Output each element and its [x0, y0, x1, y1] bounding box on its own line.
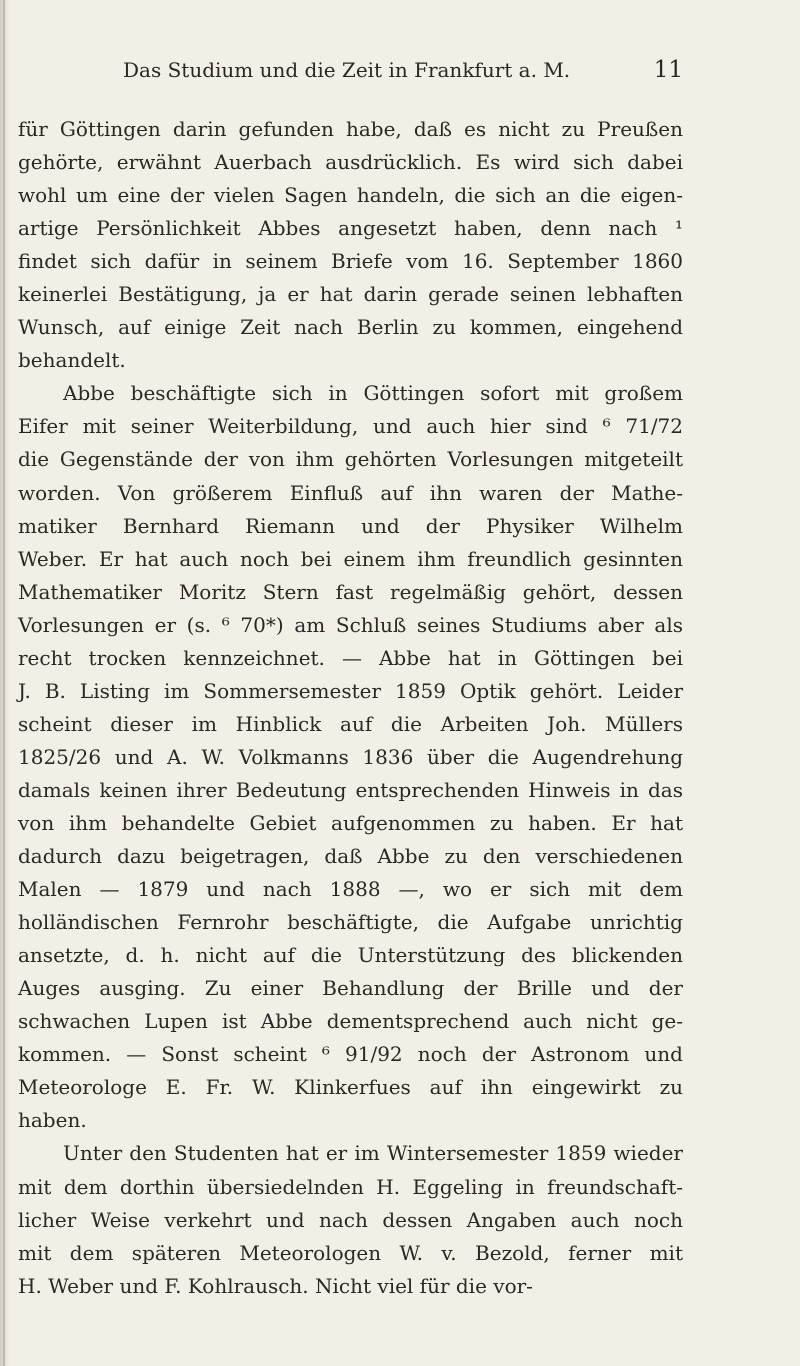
text-line: haben.: [18, 1108, 87, 1133]
page-binding-shadow: [0, 0, 10, 1366]
text-line: dadurch dazu beigetragen, daß Abbe zu den verschiedenen: [18, 844, 683, 869]
text-line: H. Weber und F. Kohlrausch. Nicht viel für die vor-: [18, 1273, 533, 1298]
text-line: holländischen Fernrohr beschäftigte, die Aufgabe unrichtig: [18, 910, 683, 935]
text-line: mit dem späteren Meteorologen W. v. Bezold, ferner mit: [18, 1240, 683, 1265]
text-line: die Gegenstände der von ihm gehörten Vorlesungen mitgeteilt: [18, 447, 683, 472]
text-line: licher Weise verkehrt und nach dessen Angaben auch noch: [18, 1207, 683, 1232]
running-title: Das Studium und die Zeit in Frankfurt a. M.: [123, 58, 571, 82]
text-line: keinerlei Bestätigung, ja er hat darin gerade seinen lebhaften: [18, 282, 683, 307]
text-line: matiker Bernhard Riemann und der Physiker Wilhelm: [18, 513, 683, 538]
running-head: [18, 55, 683, 85]
text-line: findet sich dafür in seinem Briefe vom 16. September 1860: [18, 249, 683, 274]
page-number: 11: [653, 57, 683, 83]
body-text: [18, 113, 683, 1303]
text-line: Mathematiker Moritz Stern fast regelmäßig gehört, dessen: [18, 579, 683, 604]
text-line: artige Persönlichkeit Abbes angesetzt haben, denn nach ¹: [18, 216, 683, 241]
text-line: Wunsch, auf einige Zeit nach Berlin zu kommen, eingehend: [18, 315, 683, 340]
paragraph: [18, 377, 683, 1137]
text-line: 1825/26 und A. W. Volkmanns 1836 über die Augendrehung: [18, 744, 683, 769]
text-line: Malen — 1879 und nach 1888 —, wo er sich mit dem: [18, 877, 683, 902]
text-line: recht trocken kennzeichnet. — Abbe hat in Göttingen bei: [18, 645, 683, 670]
text-line: von ihm behandelte Gebiet aufgenommen zu haben. Er hat: [18, 810, 683, 835]
paragraph: [18, 1137, 683, 1302]
text-line: wohl um eine der vielen Sagen handeln, die sich an die eigen-: [18, 183, 683, 208]
text-line: damals keinen ihrer Bedeutung entsprechenden Hinweis in das: [18, 777, 683, 802]
text-line: kommen. — Sonst scheint ⁶ 91/92 noch der Astronom und: [18, 1042, 683, 1067]
page-binding-edge: [3, 0, 5, 1366]
text-line: ansetzte, d. h. nicht auf die Unterstützung des blickenden: [18, 943, 683, 968]
text-line: Vorlesungen er (s. ⁶ 70*) am Schluß seines Studiums aber als: [18, 612, 683, 637]
text-line: behandelt.: [18, 348, 126, 373]
text-line: für Göttingen darin gefunden habe, daß es nicht zu Preußen: [18, 117, 683, 141]
text-line: Eifer mit seiner Weiterbildung, und auch hier sind ⁶ 71/72: [18, 414, 683, 439]
text-line: Abbe beschäftigte sich in Göttingen sofort mit großem: [63, 381, 683, 406]
text-line: gehörte, erwähnt Auerbach ausdrücklich. Es wird sich dabei: [18, 150, 683, 175]
paragraph: [18, 113, 683, 377]
text-line: scheint dieser im Hinblick auf die Arbeiten Joh. Müllers: [18, 711, 683, 736]
text-line: J. B. Listing im Sommersemester 1859 Optik gehört. Leider: [18, 678, 683, 703]
text-line: mit dem dorthin übersiedelnden H. Eggeling in freundschaft-: [18, 1174, 683, 1199]
text-line: Meteorologe E. Fr. W. Klinkerfues auf ihn eingewirkt zu: [18, 1075, 683, 1100]
text-line: worden. Von größerem Einfluß auf ihn waren der Mathe-: [18, 480, 683, 505]
text-line: Unter den Studenten hat er im Wintersemester 1859 wieder: [63, 1141, 683, 1166]
text-line: Weber. Er hat auch noch bei einem ihm freundlich gesinnten: [18, 546, 683, 571]
text-line: Auges ausging. Zu einer Behandlung der Brille und der: [18, 976, 683, 1001]
text-line: schwachen Lupen ist Abbe dementsprechend auch nicht ge-: [18, 1009, 683, 1034]
